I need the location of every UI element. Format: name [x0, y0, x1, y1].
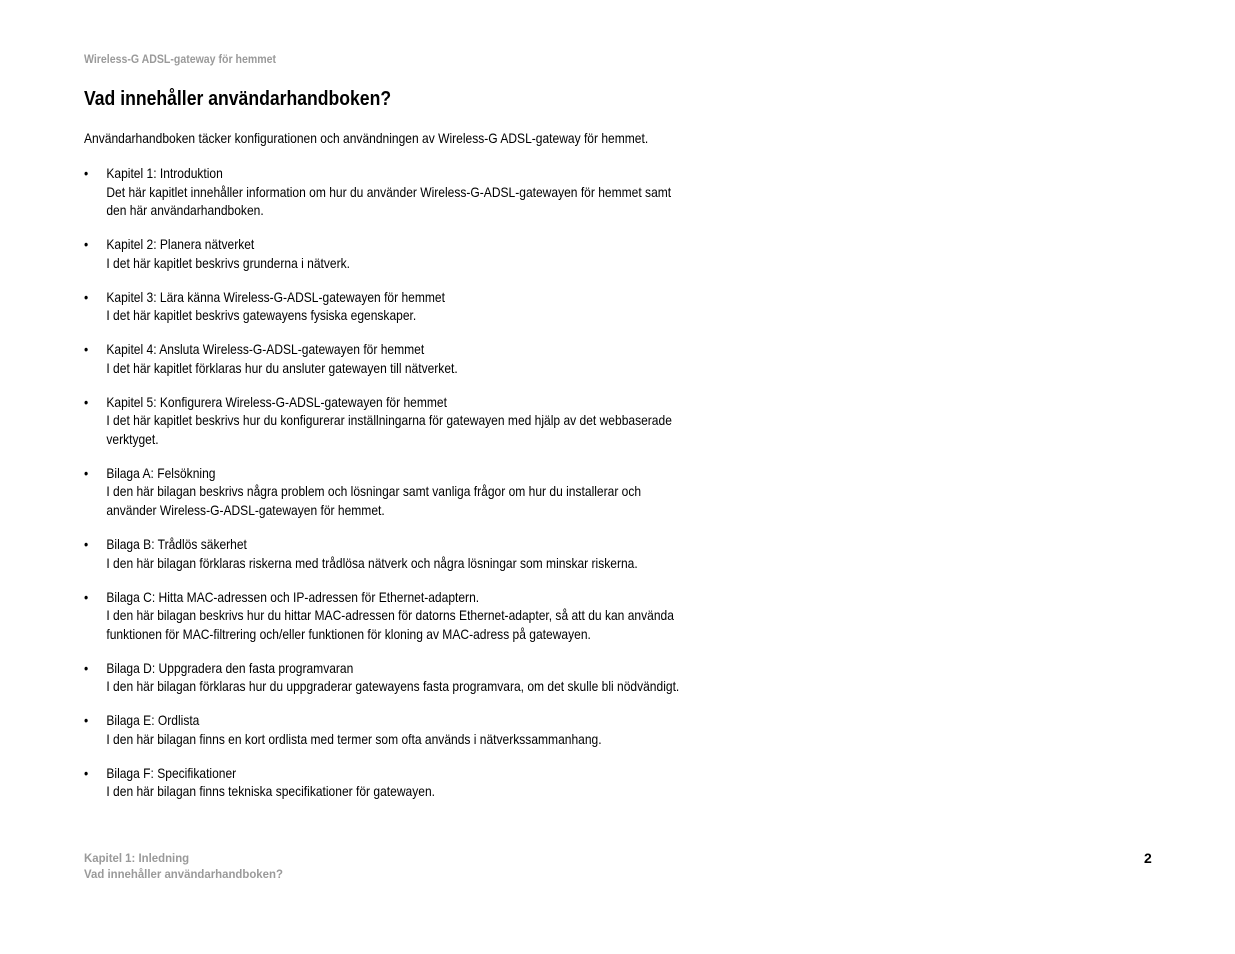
list-item-description: verktyget.: [106, 430, 159, 447]
list-item-description: använder Wireless-G-ADSL-gatewayen för hemmet.: [106, 501, 385, 518]
bullet-icon: •: [84, 764, 89, 781]
bullet-icon: •: [84, 236, 89, 253]
list-item-title: Kapitel 5: Konfigurera Wireless-G-ADSL-gatewayen för hemmet: [106, 393, 447, 410]
page-number: 2: [1144, 850, 1152, 866]
bullet-icon: •: [84, 588, 89, 605]
list-item-title: Kapitel 4: Ansluta Wireless-G-ADSL-gatewayen för hemmet: [106, 341, 425, 358]
page-title: Vad innehåller användarhandboken?: [84, 88, 392, 110]
list-item-title: Kapitel 3: Lära känna Wireless-G-ADSL-gatewayen för hemmet: [106, 288, 445, 305]
bullet-icon: •: [84, 536, 89, 553]
list-item-description: Det här kapitlet innehåller information om hur du använder Wireless-G-ADSL-gatewayen för hemmet samt: [106, 183, 672, 200]
list-item: [84, 288, 755, 325]
list-item-description: I den här bilagan förklaras riskerna med trådlösa nätverk och några lösningar som minskar riskerna.: [106, 554, 638, 571]
list-item: [84, 340, 755, 377]
bullet-icon: •: [84, 393, 89, 410]
list-item-title: Bilaga F: Specifikationer: [106, 764, 237, 781]
list-item-title: Bilaga A: Felsökning: [106, 464, 216, 481]
list-item-description: I den här bilagan finns en kort ordlista med termer som ofta används i nätverkssammanhang.: [106, 730, 602, 747]
list-item-description: den här användarhandboken.: [106, 202, 264, 218]
list-item-description: I det här kapitlet beskrivs grunderna i nätverk.: [106, 254, 350, 271]
list-item: [84, 588, 755, 644]
footer-section: Vad innehåller användarhandboken?: [84, 867, 283, 881]
list-item-description: I det här kapitlet förklaras hur du ansluter gatewayen till nätverket.: [106, 359, 458, 376]
list-item-title: Bilaga B: Trådlös säkerhet: [106, 536, 247, 553]
intro-paragraph: Användarhandboken täcker konfigurationen och användningen av Wireless-G ADSL-gateway för hemmet.: [84, 130, 649, 146]
list-item: [84, 535, 755, 572]
list-item-title: Kapitel 2: Planera nätverket: [106, 236, 255, 253]
list-item: [84, 164, 755, 220]
bullet-icon: •: [84, 341, 89, 358]
footer-chapter: Kapitel 1: Inledning: [84, 851, 190, 865]
list-item-title: Bilaga E: Ordlista: [106, 712, 200, 729]
list-item-description: I den här bilagan beskrivs hur du hittar MAC-adressen för datorns Ethernet-adapter, så att du kan använda: [106, 607, 674, 624]
running-header: Wireless-G ADSL-gateway för hemmet: [84, 52, 276, 66]
bullet-icon: •: [84, 288, 89, 305]
list-item-description: I den här bilagan förklaras hur du uppgraderar gatewayens fasta programvara, om det skulle bli nödvändigt.: [106, 678, 680, 695]
list-item: [84, 235, 755, 272]
list-item-description: I den här bilagan beskrivs några problem och lösningar samt vanliga frågor om hur du installerar och: [106, 483, 642, 500]
bullet-icon: •: [84, 464, 89, 481]
bullet-icon: •: [84, 165, 89, 181]
list-item-title: Bilaga C: Hitta MAC-adressen och IP-adressen för Ethernet-adaptern.: [106, 588, 480, 605]
list-item-description: I det här kapitlet beskrivs gatewayens fysiska egenskaper.: [106, 307, 417, 324]
bullet-icon: •: [84, 659, 89, 676]
page-footer: [84, 850, 283, 882]
list-item: [84, 659, 755, 696]
list-item-description: I det här kapitlet beskrivs hur du konfigurerar inställningarna för gatewayen med hjälp av det webbaserade: [106, 412, 672, 429]
list-item-description: I den här bilagan finns tekniska specifikationer för gatewayen.: [106, 783, 435, 800]
contents-list: [84, 164, 755, 817]
list-item-title: Kapitel 1: Introduktion: [106, 165, 223, 181]
list-item: [84, 764, 755, 801]
list-item: [84, 711, 755, 748]
list-item: [84, 393, 755, 449]
list-item-description: funktionen för MAC-filtrering och/eller funktionen för kloning av MAC-adress på gatewayen.: [106, 625, 591, 642]
list-item-title: Bilaga D: Uppgradera den fasta programvaran: [106, 659, 354, 676]
bullet-icon: •: [84, 712, 89, 729]
list-item: [84, 464, 755, 520]
